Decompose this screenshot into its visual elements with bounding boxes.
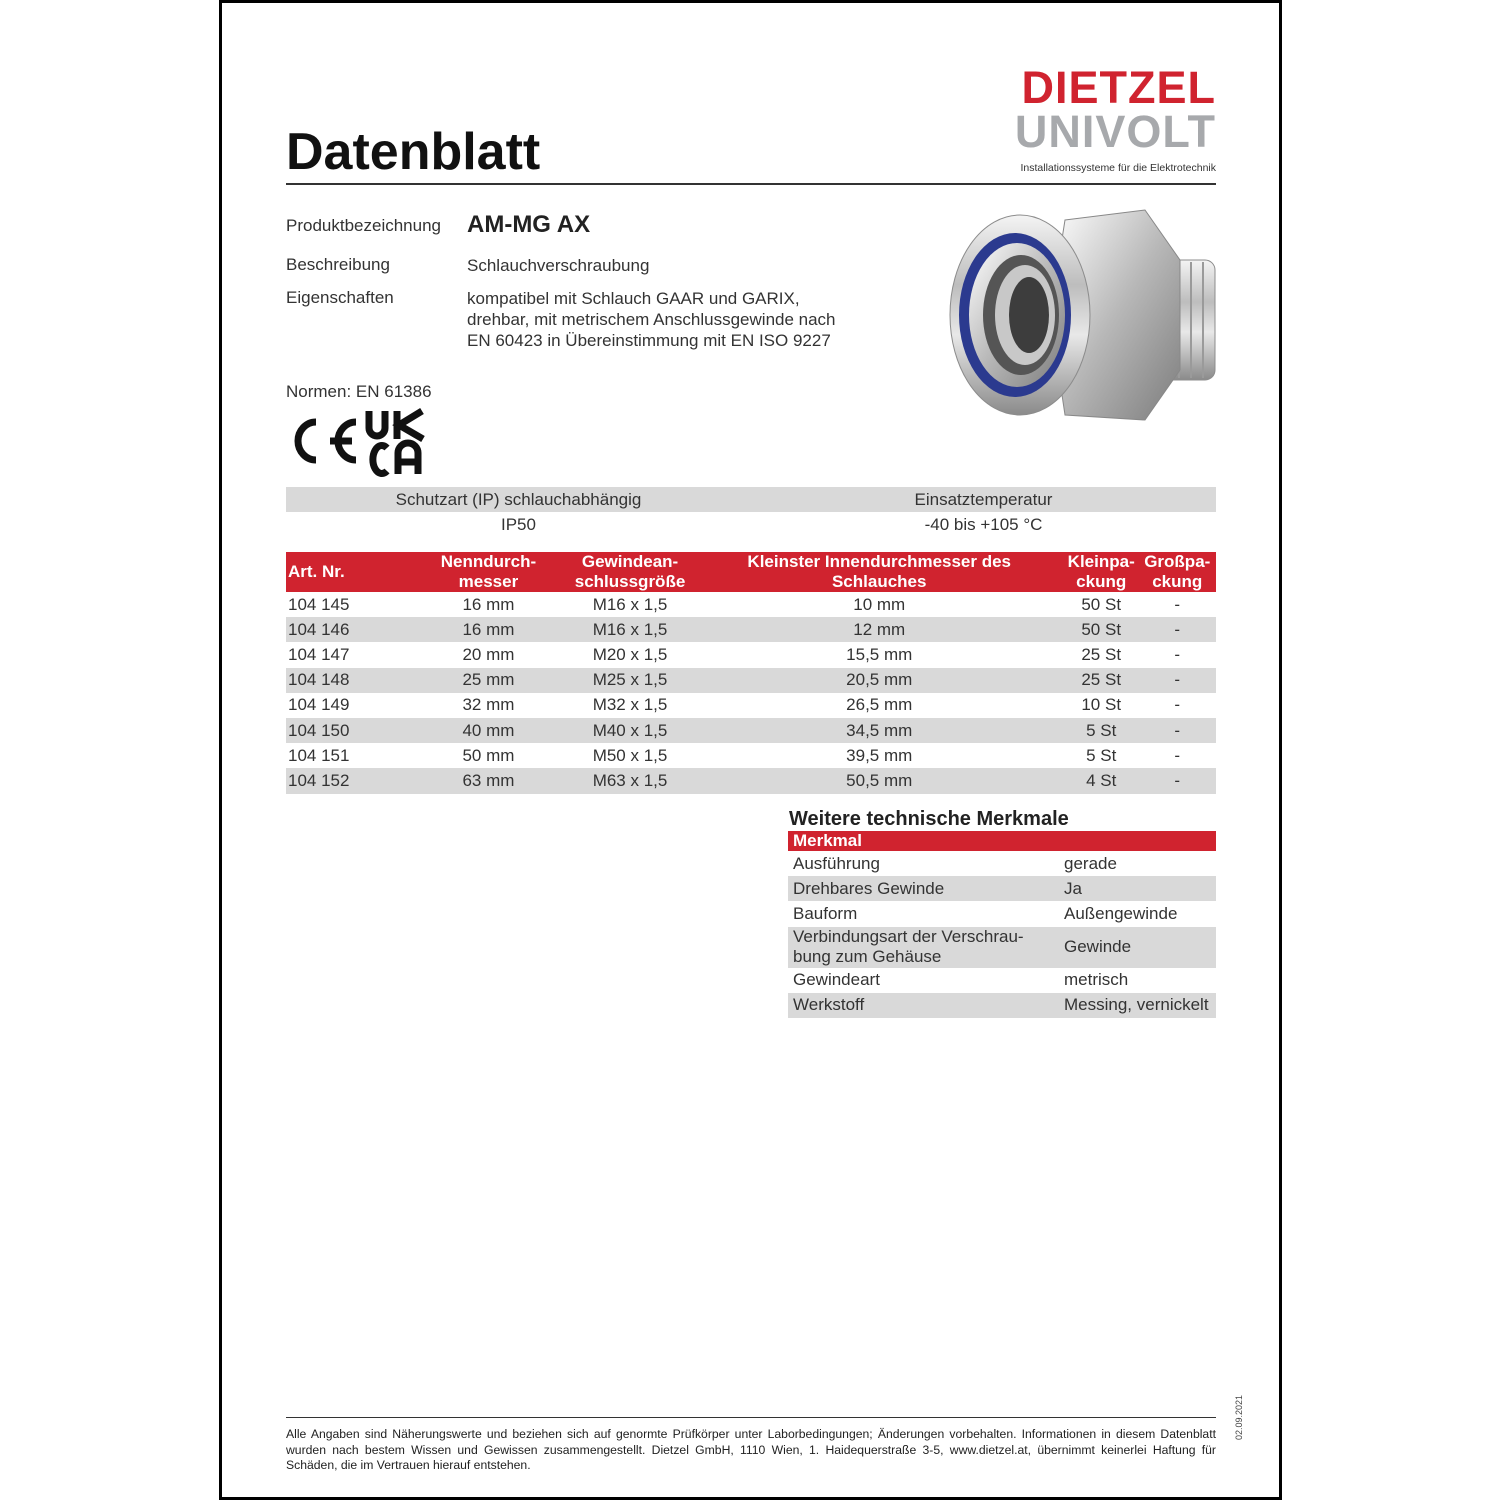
table-header-row bbox=[286, 552, 1216, 592]
technical-value: Gewinde bbox=[1064, 927, 1216, 968]
technical-key bbox=[788, 968, 1064, 993]
ce-mark bbox=[298, 422, 356, 460]
col-header-art-nr: Art. Nr. bbox=[286, 552, 411, 592]
col-header-small-pack: Kleinpa- ckung bbox=[1064, 552, 1139, 592]
table-cell: 26,5 mm bbox=[846, 695, 913, 715]
temperature-value: -40 bis +105 °C bbox=[924, 515, 1043, 534]
table-cell: - bbox=[1174, 695, 1181, 715]
technical-header-row bbox=[788, 831, 1216, 851]
technical-key-line: bung zum Gehäuse bbox=[793, 947, 942, 967]
description-label: Beschreibung bbox=[286, 255, 390, 274]
footer-disclaimer: Alle Angaben sind Näherungswerte und beziehen sich auf genormte Prüfkörper unter Laborbedingungen; Änderungen vorbehalten. Informationen in diesem Datenblatt wurden nach bestem Wissen und Gewissen zusammengestellt. Dietzel GmbH, 1110 Wien, 1. Haidequerstraße 3-5, www.dietzel.at, übernimmt keinerlei Haftung für Schäden, die im Vertrauen hierauf entstehen. bbox=[286, 1427, 1216, 1472]
product-name-label: Produktbezeichnung bbox=[286, 216, 442, 235]
technical-table bbox=[788, 831, 1216, 1018]
technical-value: gerade bbox=[1064, 853, 1117, 873]
table-cell: M40 x 1,5 bbox=[565, 718, 694, 743]
table-row bbox=[286, 642, 1216, 667]
table-cell: M16 x 1,5 bbox=[565, 617, 694, 642]
table-cell: 32 mm bbox=[462, 695, 515, 715]
table-cell: 10 mm bbox=[853, 594, 906, 614]
col-header-thread-size: Gewindean- schlussgröße bbox=[565, 552, 694, 592]
title-divider bbox=[286, 183, 1216, 185]
table-cell: 39,5 mm bbox=[846, 745, 913, 765]
articles-table bbox=[286, 552, 1216, 794]
table-cell: 34,5 mm bbox=[695, 718, 1064, 743]
table-cell: - bbox=[1139, 768, 1216, 793]
col-header-min-inner-diameter: Kleinster Innendurchmesser des Schlauches bbox=[695, 552, 1064, 592]
temperature-label: Einsatztemperatur bbox=[914, 490, 1053, 509]
table-row bbox=[286, 693, 1216, 718]
table-cell: - bbox=[1174, 644, 1181, 664]
table-cell: M20 x 1,5 bbox=[592, 644, 668, 664]
table-cell: 104 152 bbox=[286, 768, 411, 793]
properties-line: drehbar, mit metrischem Anschlussgewinde nach bbox=[467, 310, 836, 329]
technical-key-line: Bauform bbox=[793, 903, 858, 923]
logo-univolt: UNIVOLT bbox=[1014, 106, 1216, 157]
technical-key-line: Verbindungsart der Verschrau- bbox=[793, 927, 1024, 947]
technical-value: Außengewinde bbox=[1064, 903, 1178, 923]
table-cell: 25 St bbox=[1081, 644, 1122, 664]
technical-value: Ja bbox=[1064, 876, 1216, 901]
table-cell: 104 145 bbox=[288, 594, 350, 614]
table-cell: - bbox=[1139, 617, 1216, 642]
technical-row bbox=[788, 927, 1216, 968]
table-cell: M25 x 1,5 bbox=[565, 668, 694, 693]
technical-header: Merkmal bbox=[788, 831, 1216, 851]
table-row bbox=[286, 617, 1216, 642]
table-row bbox=[286, 768, 1216, 793]
table-row bbox=[286, 743, 1216, 768]
technical-key bbox=[788, 901, 1064, 926]
table-cell: 104 147 bbox=[288, 644, 350, 664]
normen-value: EN 61386 bbox=[355, 382, 432, 401]
technical-key bbox=[788, 876, 1064, 901]
technical-row bbox=[788, 993, 1216, 1018]
table-cell: 15,5 mm bbox=[846, 644, 913, 664]
table-cell: 50 St bbox=[1064, 617, 1139, 642]
properties-line: EN 60423 in Übereinstimmung mit EN ISO 9227 bbox=[467, 331, 831, 350]
company-logo bbox=[1013, 62, 1216, 174]
page-title: Datenblatt bbox=[286, 123, 541, 181]
product-name: AM-MG AX bbox=[467, 211, 591, 238]
table-cell: 5 St bbox=[1086, 745, 1117, 765]
technical-row bbox=[788, 901, 1216, 926]
properties-line: kompatibel mit Schlauch GAAR und GARIX, bbox=[467, 289, 800, 308]
technical-value: Messing, vernickelt bbox=[1064, 993, 1216, 1018]
table-cell: M32 x 1,5 bbox=[592, 695, 668, 715]
table-cell: - bbox=[1174, 745, 1181, 765]
table-cell: 40 mm bbox=[411, 718, 565, 743]
technical-key bbox=[788, 851, 1064, 876]
table-cell: - bbox=[1139, 718, 1216, 743]
technical-key bbox=[788, 927, 1064, 968]
properties-value bbox=[467, 288, 836, 351]
table-cell: 50,5 mm bbox=[695, 768, 1064, 793]
technical-key-line: Drehbares Gewinde bbox=[793, 878, 945, 898]
product-image bbox=[945, 200, 1225, 430]
table-cell: M63 x 1,5 bbox=[565, 768, 694, 793]
table-cell: 50 mm bbox=[462, 745, 515, 765]
table-cell: 12 mm bbox=[695, 617, 1064, 642]
footer-divider bbox=[286, 1417, 1216, 1418]
table-row bbox=[286, 718, 1216, 743]
table-cell: 104 150 bbox=[286, 718, 411, 743]
table-cell: 20 mm bbox=[462, 644, 515, 664]
ukca-mark bbox=[369, 411, 423, 474]
document-date: 02.09.2021 bbox=[1234, 1394, 1244, 1440]
table-cell: 16 mm bbox=[411, 617, 565, 642]
technical-key bbox=[788, 993, 1064, 1018]
col-header-nominal-diameter: Nenndurch- messer bbox=[411, 552, 565, 592]
technical-row bbox=[788, 876, 1216, 901]
table-cell: 10 St bbox=[1081, 695, 1122, 715]
table-cell: M16 x 1,5 bbox=[592, 594, 668, 614]
table-cell: 25 mm bbox=[411, 668, 565, 693]
table-cell: - bbox=[1139, 668, 1216, 693]
normen bbox=[286, 382, 432, 402]
table-cell: 16 mm bbox=[462, 594, 515, 614]
logo-tagline: Installationssysteme für die Elektrotechnik bbox=[1020, 162, 1216, 174]
conformity-marks bbox=[284, 408, 434, 478]
technical-key-line: Ausführung bbox=[793, 853, 880, 873]
table-cell: - bbox=[1174, 594, 1181, 614]
table-cell: 20,5 mm bbox=[695, 668, 1064, 693]
technical-key-line: Werkstoff bbox=[793, 995, 865, 1015]
table-cell: 50 St bbox=[1081, 594, 1122, 614]
technical-title: Weitere technische Merkmale bbox=[789, 808, 1069, 830]
table-cell: 5 St bbox=[1064, 718, 1139, 743]
protection-value: IP50 bbox=[501, 515, 536, 534]
table-cell: 104 148 bbox=[286, 668, 411, 693]
table-cell: 25 St bbox=[1064, 668, 1139, 693]
technical-row bbox=[788, 851, 1216, 876]
technical-row bbox=[788, 968, 1216, 993]
technical-key-line: Gewindeart bbox=[793, 970, 880, 990]
technical-value: metrisch bbox=[1064, 970, 1129, 990]
table-cell: 4 St bbox=[1064, 768, 1139, 793]
protection-label: Schutzart (IP) schlauchabhängig bbox=[395, 490, 642, 509]
table-cell: 104 149 bbox=[288, 695, 350, 715]
table-cell: 63 mm bbox=[411, 768, 565, 793]
table-cell: 104 146 bbox=[286, 617, 411, 642]
table-row bbox=[286, 668, 1216, 693]
normen-label: Normen: bbox=[286, 382, 352, 401]
col-header-large-pack: Großpa- ckung bbox=[1139, 552, 1216, 592]
table-cell: 104 151 bbox=[288, 745, 350, 765]
table-cell: M50 x 1,5 bbox=[592, 745, 668, 765]
properties-label: Eigenschaften bbox=[286, 288, 394, 307]
description-value: Schlauchverschraubung bbox=[467, 256, 650, 275]
table-row bbox=[286, 592, 1216, 617]
logo-dietzel: DIETZEL bbox=[1021, 62, 1216, 113]
